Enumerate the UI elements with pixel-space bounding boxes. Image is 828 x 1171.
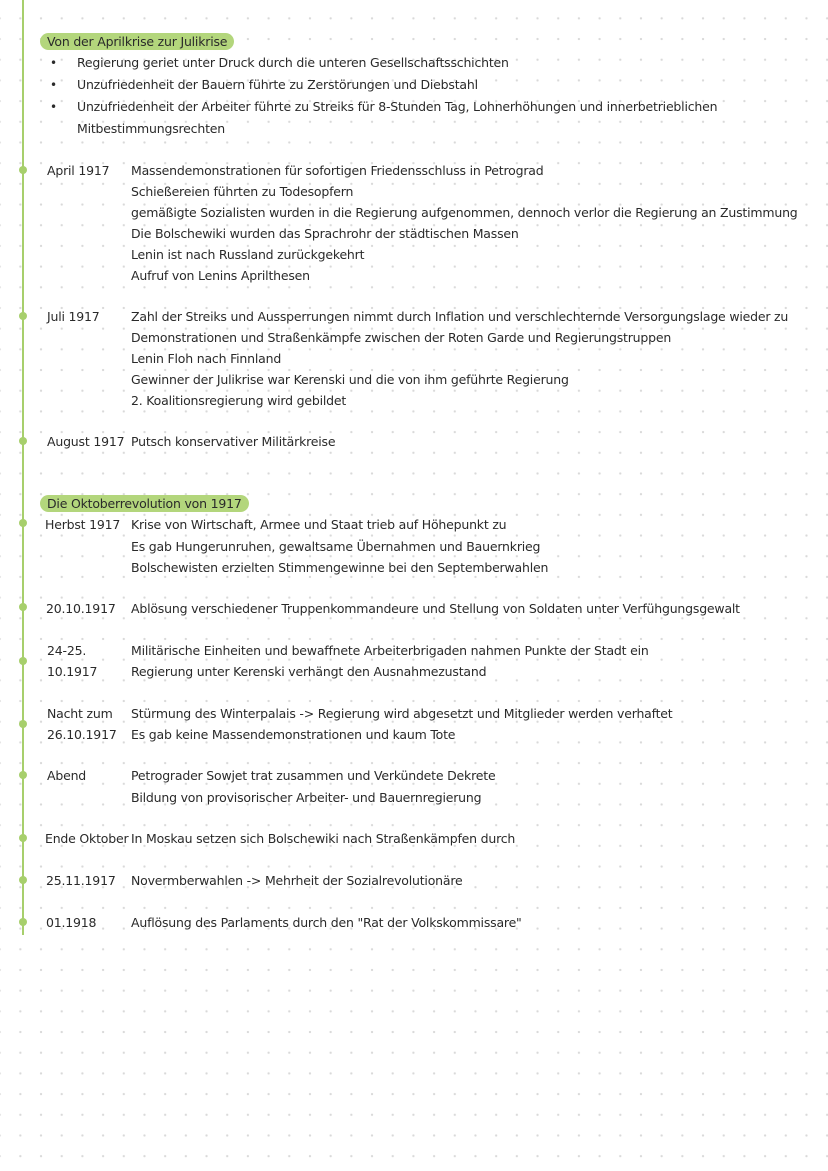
entry-line: Putsch konservativer Militärkreise xyxy=(131,434,336,449)
entry-date: 24-25. xyxy=(47,643,87,658)
entry-date: April 1917 xyxy=(47,163,110,178)
entry-line: Stürmung des Winterpalais -> Regierung wird abgesetzt und Mitglieder werden verhaftet xyxy=(131,706,673,721)
entry-line: In Moskau setzen sich Bolschewiki nach Straßenkämpfen durch xyxy=(131,831,516,846)
bullet-point: • xyxy=(50,78,58,92)
entry-date: 26.10.1917 xyxy=(47,727,117,742)
timeline-dot xyxy=(19,918,27,926)
entry-line: Demonstrationen und Straßenkämpfe zwischen der Roten Garde und Regierungstruppen xyxy=(131,330,672,345)
bullet-text: Mitbestimmungsrechten xyxy=(77,121,225,136)
entry-line: Schießereien führten zu Todesopfern xyxy=(131,184,354,199)
entry-line: 2. Koalitionsregierung wird gebildet xyxy=(131,393,347,408)
timeline-line xyxy=(22,0,24,935)
timeline-dot xyxy=(19,166,27,174)
timeline-dot xyxy=(19,876,27,884)
timeline-dot xyxy=(19,312,27,320)
entry-line: Lenin Floh nach Finnland xyxy=(131,351,282,366)
entry-line: Bildung von provisorischer Arbeiter- und Bauernregierung xyxy=(131,790,482,805)
entry-date: August 1917 xyxy=(47,434,125,449)
entry-date: 10.1917 xyxy=(47,664,98,679)
timeline-dot xyxy=(19,437,27,445)
entry-line: Aufruf von Lenins Aprilthesen xyxy=(131,268,310,283)
entry-date: Ende Oktober xyxy=(45,831,129,846)
timeline-dot xyxy=(19,720,27,728)
entry-line: Lenin ist nach Russland zurückgekehrt xyxy=(131,247,365,262)
bullet-text: Unzufriedenheit der Bauern führte zu Zerstörungen und Diebstahl xyxy=(77,77,478,92)
entry-date: Nacht zum xyxy=(47,706,113,721)
section-heading: Die Oktoberrevolution von 1917 xyxy=(40,495,249,512)
entry-line: Gewinner der Julikrise war Kerenski und die von ihm geführte Regierung xyxy=(131,372,569,387)
timeline-dot xyxy=(19,657,27,665)
entry-line: Zahl der Streiks und Aussperrungen nimmt durch Inflation und verschlechternde Versorgungslage wieder zu xyxy=(131,309,789,324)
entry-line: Krise von Wirtschaft, Armee und Staat trieb auf Höhepunkt zu xyxy=(131,517,507,532)
entry-line: Es gab keine Massendemonstrationen und kaum Tote xyxy=(131,727,456,742)
bullet-text: Regierung geriet unter Druck durch die unteren Gesellschaftsschichten xyxy=(77,55,509,70)
timeline-dot xyxy=(19,519,27,527)
entry-date: Abend xyxy=(47,768,87,783)
entry-line: gemäßigte Sozialisten wurden in die Regierung aufgenommen, dennoch verlor die Regierung an Zustimmung xyxy=(131,205,798,220)
entry-date: 25.11.1917 xyxy=(46,873,116,888)
entry-line: Petrograder Sowjet trat zusammen und Verkündete Dekrete xyxy=(131,768,496,783)
entry-line: Ablösung verschiedener Truppenkommandeure und Stellung von Soldaten unter Verfühgungsgewalt xyxy=(131,601,740,616)
bullet-point: • xyxy=(50,56,58,70)
entry-line: Novermberwahlen -> Mehrheit der Sozialrevolutionäre xyxy=(131,873,463,888)
entry-date: Juli 1917 xyxy=(47,309,100,324)
entry-line: Auflösung des Parlaments durch den "Rat der Volkskommissare" xyxy=(131,915,522,930)
bullet-point: • xyxy=(50,100,58,114)
timeline-dot xyxy=(19,834,27,842)
entry-line: Es gab Hungerunruhen, gewaltsame Übernahmen und Bauernkrieg xyxy=(131,539,541,554)
timeline-dot xyxy=(19,771,27,779)
entry-date: 01.1918 xyxy=(46,915,97,930)
entry-line: Bolschewisten erzielten Stimmengewinne bei den Septemberwahlen xyxy=(131,560,549,575)
entry-line: Regierung unter Kerenski verhängt den Ausnahmezustand xyxy=(131,664,487,679)
entry-line: Militärische Einheiten und bewaffnete Arbeiterbrigaden nahmen Punkte der Stadt ein xyxy=(131,643,649,658)
entry-date: Herbst 1917 xyxy=(45,517,121,532)
entry-date: 20.10.1917 xyxy=(46,601,116,616)
section-heading: Von der Aprilkrise zur Julikrise xyxy=(40,33,234,50)
timeline-dot xyxy=(19,603,27,611)
entry-line: Massendemonstrationen für sofortigen Friedensschluss in Petrograd xyxy=(131,163,544,178)
entry-line: Die Bolschewiki wurden das Sprachrohr der städtischen Massen xyxy=(131,226,519,241)
bullet-text: Unzufriedenheit der Arbeiter führte zu Streiks für 8-Stunden Tag, Lohnerhöhungen und innerbetrieblichen xyxy=(77,99,718,114)
